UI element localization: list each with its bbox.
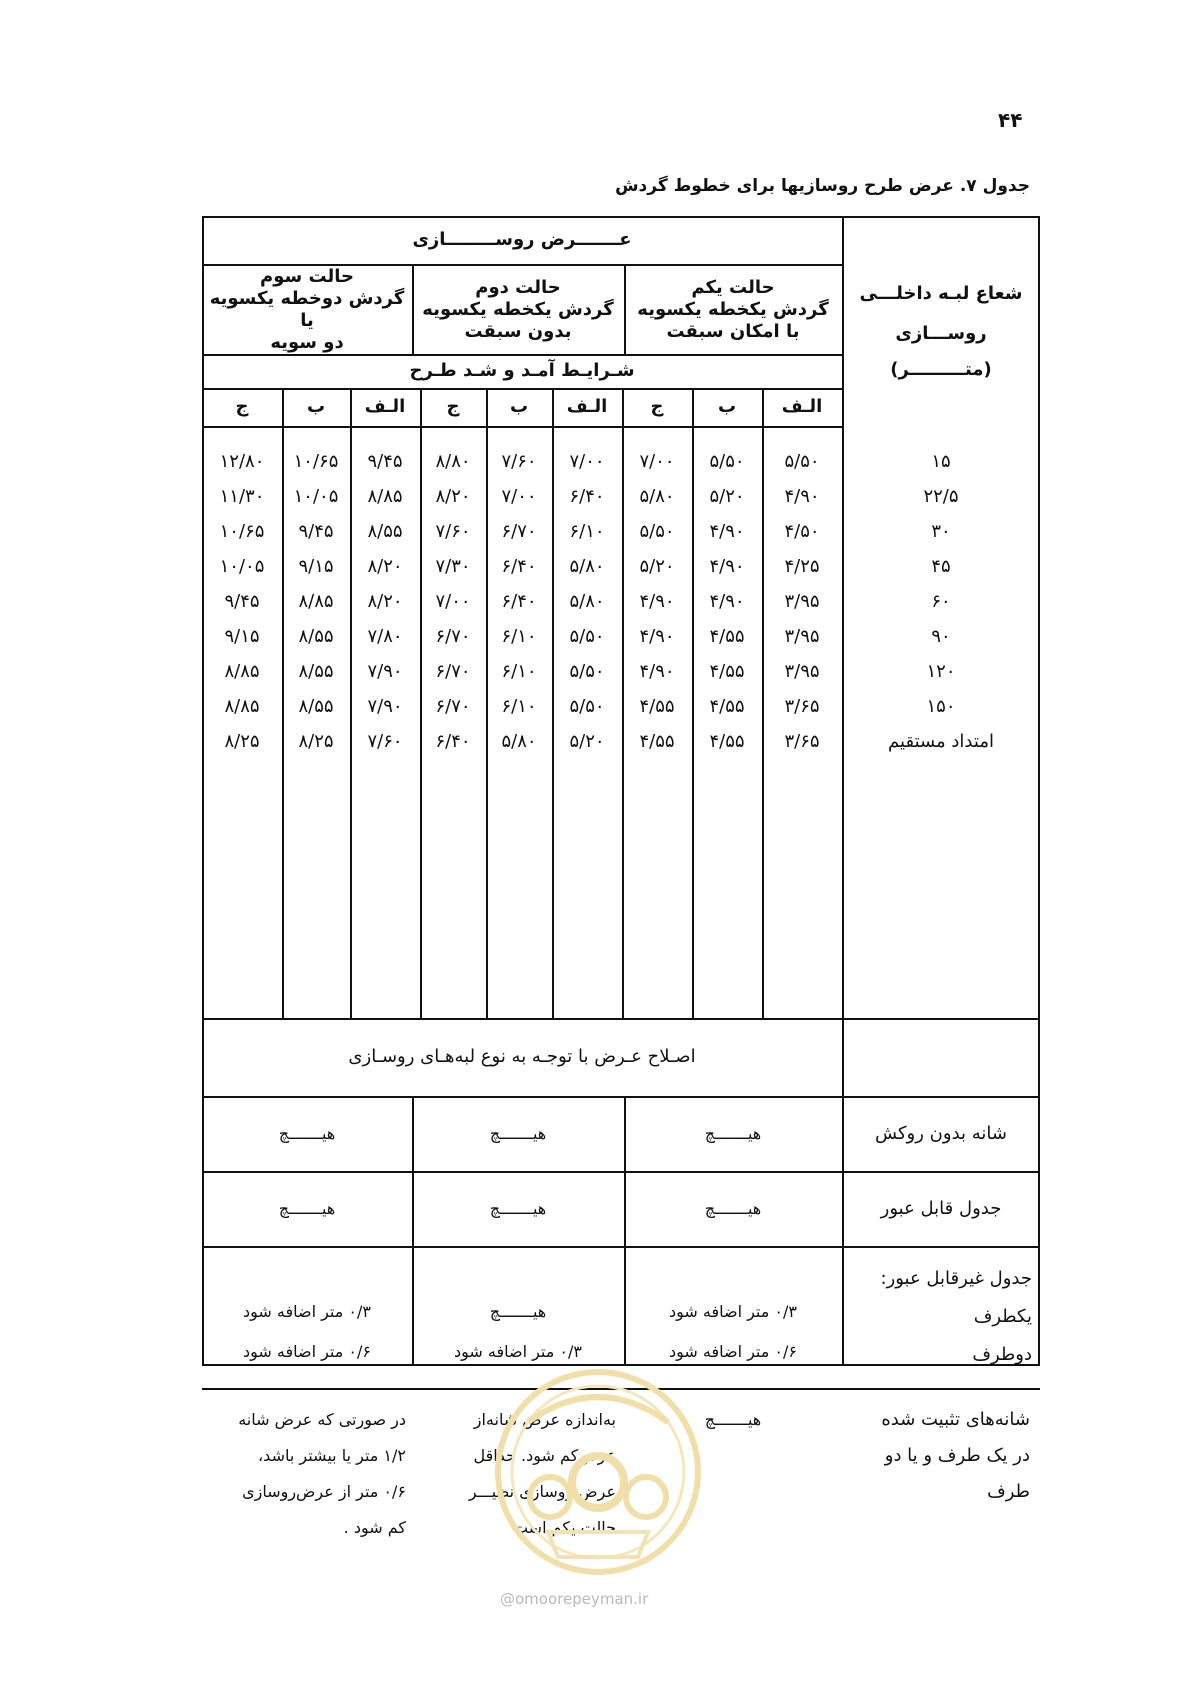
width-value-cell: ۳/۹۵ bbox=[784, 591, 820, 612]
width-value-cell: ۴/۵۰ bbox=[784, 521, 820, 542]
width-value-cell: ۵/۵۰ bbox=[709, 451, 745, 472]
case-1-desc-1: گردش یکخطه یکسویه bbox=[637, 299, 829, 320]
width-value-cell: ۶/۷۰ bbox=[501, 521, 537, 542]
row4-case2-line2: عرض‌کم شود. حداقل bbox=[473, 1446, 616, 1465]
case-1-title: حالت یکم bbox=[691, 277, 775, 298]
width-value-cell: ۴/۵۵ bbox=[639, 731, 675, 752]
radius-cell: ۴۵ bbox=[931, 556, 951, 577]
width-value-cell: ۴/۲۵ bbox=[784, 556, 820, 577]
width-value-cell: ۱۰/۶۵ bbox=[219, 521, 265, 542]
width-value-cell: ۹/۴۵ bbox=[367, 451, 403, 472]
width-value-cell: ۸/۲۰ bbox=[367, 556, 403, 577]
width-value-cell: ۷/۰۰ bbox=[639, 451, 675, 472]
width-value-cell: ۴/۹۰ bbox=[709, 521, 745, 542]
case-2-desc-1: گردش یکخطه یکسویه bbox=[422, 299, 614, 320]
width-value-cell: ۷/۰۰ bbox=[569, 451, 605, 472]
width-value-cell: ۸/۲۰ bbox=[367, 591, 403, 612]
width-value-cell: ۸/۸۵ bbox=[224, 696, 260, 717]
width-value-cell: ۵/۵۰ bbox=[639, 521, 675, 542]
radius-cell: ۱۵۰ bbox=[926, 696, 956, 717]
case-2-header bbox=[412, 266, 624, 354]
width-value-cell: ۷/۶۰ bbox=[501, 451, 537, 472]
row4-label-line2: در یک طرف و یا دو bbox=[884, 1445, 1030, 1466]
width-value-cell: ۷/۸۰ bbox=[367, 626, 403, 647]
row4-label-line3: طرف bbox=[987, 1481, 1030, 1502]
row3-label-title: جدول غیرقابل عبور: bbox=[880, 1268, 1032, 1289]
row3-label-two-sides: دوطرف bbox=[972, 1344, 1032, 1365]
subcol-9: ج bbox=[235, 396, 249, 417]
row4-case3-line2: ۱/۲ متر یا بیشتر باشد، bbox=[258, 1446, 406, 1465]
width-value-cell: ۳/۶۵ bbox=[784, 731, 820, 752]
row2-case3: هیـــــــچ bbox=[278, 1199, 336, 1218]
width-value-cell: ۵/۵۰ bbox=[569, 626, 605, 647]
width-value-cell: ۱۰/۶۵ bbox=[293, 451, 339, 472]
width-value-cell: ۴/۹۰ bbox=[639, 591, 675, 612]
page-number: ۴۴ bbox=[998, 108, 1023, 132]
width-value-cell: ۴/۵۵ bbox=[709, 661, 745, 682]
width-value-cell: ۳/۹۵ bbox=[784, 626, 820, 647]
width-value-cell: ۶/۴۰ bbox=[435, 731, 471, 752]
width-value-cell: ۶/۴۰ bbox=[501, 591, 537, 612]
width-value-cell: ۵/۸۰ bbox=[569, 591, 605, 612]
width-value-cell: ۴/۹۰ bbox=[784, 486, 820, 507]
width-value-cell: ۴/۹۰ bbox=[639, 626, 675, 647]
width-header: عـــــــرض روســــــــازی bbox=[412, 229, 632, 250]
width-value-cell: ۷/۶۰ bbox=[367, 731, 403, 752]
width-value-cell: ۵/۲۰ bbox=[709, 486, 745, 507]
case-3-header bbox=[202, 266, 412, 354]
width-value-cell: ۸/۵۵ bbox=[298, 661, 334, 682]
width-value-cell: ۴/۹۰ bbox=[709, 556, 745, 577]
radius-header-1: شعاع لبـه داخلـــی bbox=[859, 283, 1023, 304]
row3-label bbox=[842, 1246, 1040, 1388]
radius-cell: ۲۲/۵ bbox=[923, 486, 959, 507]
case-3-desc-2: دو سویه bbox=[270, 332, 344, 353]
subcol-3: ج bbox=[650, 396, 664, 417]
row4-case2-line3: عرض روسازی نظیـــر bbox=[468, 1482, 616, 1501]
row3-case2-line2: ۰/۳ متر اضافه شود bbox=[454, 1342, 582, 1361]
width-value-cell: ۵/۵۰ bbox=[569, 661, 605, 682]
radius-header-3: (متـــــــــر) bbox=[890, 359, 992, 380]
row4-case1: هیـــــــچ bbox=[704, 1410, 762, 1429]
road-width-table bbox=[202, 216, 1040, 1537]
width-value-cell: ۹/۱۵ bbox=[298, 556, 334, 577]
width-value-cell: ۶/۱۰ bbox=[569, 521, 605, 542]
row4-case3-line1: در صورتی که عرض شانه bbox=[238, 1410, 406, 1429]
row3-case1-line1: ۰/۳ متر اضافه شود bbox=[669, 1302, 797, 1321]
row3-case1-line2: ۰/۶ متر اضافه شود bbox=[669, 1342, 797, 1361]
row2-case1: هیـــــــچ bbox=[704, 1199, 762, 1218]
row4-case2-line4: حالت یکم است bbox=[512, 1518, 616, 1537]
width-value-cell: ۷/۹۰ bbox=[367, 696, 403, 717]
width-value-cell: ۶/۷۰ bbox=[435, 626, 471, 647]
row4-case3-line3: ۰/۶ متر از عرض‌روسازی bbox=[242, 1482, 406, 1501]
case-2-title: حالت دوم bbox=[475, 277, 561, 298]
width-value-cell: ۸/۵۵ bbox=[298, 626, 334, 647]
width-value-cell: ۸/۸۵ bbox=[367, 486, 403, 507]
row4-label bbox=[842, 1388, 1040, 1566]
radius-cell: ۱۵ bbox=[931, 451, 951, 472]
width-value-cell: ۷/۶۰ bbox=[435, 521, 471, 542]
radius-header-2: روســـازی bbox=[895, 323, 987, 344]
row2-label: جدول قابل عبور bbox=[880, 1197, 1002, 1219]
subcol-8: ب bbox=[306, 396, 326, 417]
width-value-cell: ۸/۸۵ bbox=[224, 661, 260, 682]
row2-case2: هیـــــــچ bbox=[489, 1199, 547, 1218]
width-value-cell: ۷/۰۰ bbox=[435, 591, 471, 612]
row3-label-one-side: یکطرف bbox=[973, 1306, 1032, 1327]
row1-case1: هیـــــــچ bbox=[704, 1124, 762, 1143]
width-value-cell: ۱۰/۰۵ bbox=[293, 486, 339, 507]
subcol-2: ب bbox=[717, 396, 737, 417]
width-value-cell: ۶/۴۰ bbox=[501, 556, 537, 577]
width-value-cell: ۴/۵۵ bbox=[709, 731, 745, 752]
case-1-header bbox=[624, 266, 842, 354]
subcol-6: ج bbox=[446, 396, 460, 417]
width-value-cell: ۵/۵۰ bbox=[784, 451, 820, 472]
width-value-cell: ۹/۴۵ bbox=[224, 591, 260, 612]
width-value-cell: ۵/۵۰ bbox=[569, 696, 605, 717]
row3-case3-line2: ۰/۶ متر اضافه شود bbox=[243, 1342, 371, 1361]
width-value-cell: ۳/۶۵ bbox=[784, 696, 820, 717]
radius-cell: امتداد مستقیم bbox=[888, 731, 994, 752]
width-value-cell: ۸/۸۵ bbox=[298, 591, 334, 612]
case-3-desc-1: گردش دوخطه یکسویه یا bbox=[209, 288, 405, 331]
subcol-5: ب bbox=[509, 396, 529, 417]
radius-cell: ۶۰ bbox=[931, 591, 951, 612]
width-value-cell: ۸/۸۰ bbox=[435, 451, 471, 472]
width-value-cell: ۹/۴۵ bbox=[298, 521, 334, 542]
width-value-cell: ۶/۱۰ bbox=[501, 661, 537, 682]
width-value-cell: ۵/۸۰ bbox=[501, 731, 537, 752]
row4-label-line1: شانه‌های تثبیت شده bbox=[881, 1409, 1030, 1430]
width-value-cell: ۶/۱۰ bbox=[501, 626, 537, 647]
row4-case3-line4: کم شود . bbox=[343, 1518, 406, 1537]
width-value-cell: ۷/۹۰ bbox=[367, 661, 403, 682]
width-value-cell: ۴/۵۵ bbox=[709, 626, 745, 647]
watermark-text: @omoorepeyman.ir bbox=[500, 1590, 649, 1608]
row3-case3-line1: ۰/۳ متر اضافه شود bbox=[243, 1302, 371, 1321]
width-value-cell: ۱۱/۳۰ bbox=[219, 486, 265, 507]
width-value-cell: ۴/۵۵ bbox=[709, 696, 745, 717]
case-3-title: حالت سوم bbox=[260, 266, 354, 287]
width-value-cell: ۴/۹۰ bbox=[709, 591, 745, 612]
width-value-cell: ۹/۱۵ bbox=[224, 626, 260, 647]
case-2-desc-2: بدون سبقت bbox=[464, 321, 572, 342]
subcol-4: الـف bbox=[566, 396, 608, 417]
table-caption: جدول ۷. عرض طرح روسازیها برای خطوط گردش bbox=[615, 176, 1030, 196]
radius-cell: ۱۲۰ bbox=[926, 661, 956, 682]
width-value-cell: ۶/۴۰ bbox=[569, 486, 605, 507]
row3-case2-line1: هیـــــــچ bbox=[489, 1302, 547, 1321]
case-1-desc-2: با امکان سبقت bbox=[666, 321, 800, 342]
width-value-cell: ۶/۷۰ bbox=[435, 696, 471, 717]
radius-cell: ۳۰ bbox=[931, 521, 951, 542]
publisher-seal-watermark bbox=[488, 1362, 708, 1582]
width-value-cell: ۸/۵۵ bbox=[367, 521, 403, 542]
width-value-cell: ۵/۸۰ bbox=[569, 556, 605, 577]
radius-cell: ۹۰ bbox=[931, 626, 951, 647]
subcol-7: الـف bbox=[364, 396, 406, 417]
traffic-conditions: شـرایـط آمـد و شـد طـرح bbox=[409, 360, 635, 381]
width-value-cell: ۶/۷۰ bbox=[435, 661, 471, 682]
width-value-cell: ۳/۹۵ bbox=[784, 661, 820, 682]
row3-case3 bbox=[202, 1246, 412, 1388]
width-value-cell: ۴/۵۵ bbox=[639, 696, 675, 717]
width-value-cell: ۸/۵۵ bbox=[298, 696, 334, 717]
width-value-cell: ۷/۳۰ bbox=[435, 556, 471, 577]
row1-label: شانه بدون روکش bbox=[875, 1122, 1007, 1144]
width-value-cell: ۵/۲۰ bbox=[569, 731, 605, 752]
width-value-cell: ۸/۲۵ bbox=[298, 731, 334, 752]
correction-header: اصـلاح عـرض با توجـه به نوع لبه‌هـای روسـازی bbox=[348, 1046, 696, 1067]
row4-case2-line1: به‌اندازه عرض شانه‌از bbox=[473, 1410, 616, 1429]
width-value-cell: ۱۲/۸۰ bbox=[219, 451, 265, 472]
width-value-cell: ۸/۲۵ bbox=[224, 731, 260, 752]
width-value-cell: ۵/۸۰ bbox=[639, 486, 675, 507]
width-value-cell: ۷/۰۰ bbox=[501, 486, 537, 507]
width-value-cell: ۸/۲۰ bbox=[435, 486, 471, 507]
width-value-cell: ۶/۱۰ bbox=[501, 696, 537, 717]
subcol-1: الـف bbox=[781, 396, 823, 417]
width-value-cell: ۵/۲۰ bbox=[639, 556, 675, 577]
width-value-cell: ۴/۹۰ bbox=[639, 661, 675, 682]
row1-case3: هیـــــــچ bbox=[278, 1124, 336, 1143]
row4-case3 bbox=[202, 1388, 412, 1566]
width-value-cell: ۱۰/۰۵ bbox=[219, 556, 265, 577]
row1-case2: هیـــــــچ bbox=[489, 1124, 547, 1143]
